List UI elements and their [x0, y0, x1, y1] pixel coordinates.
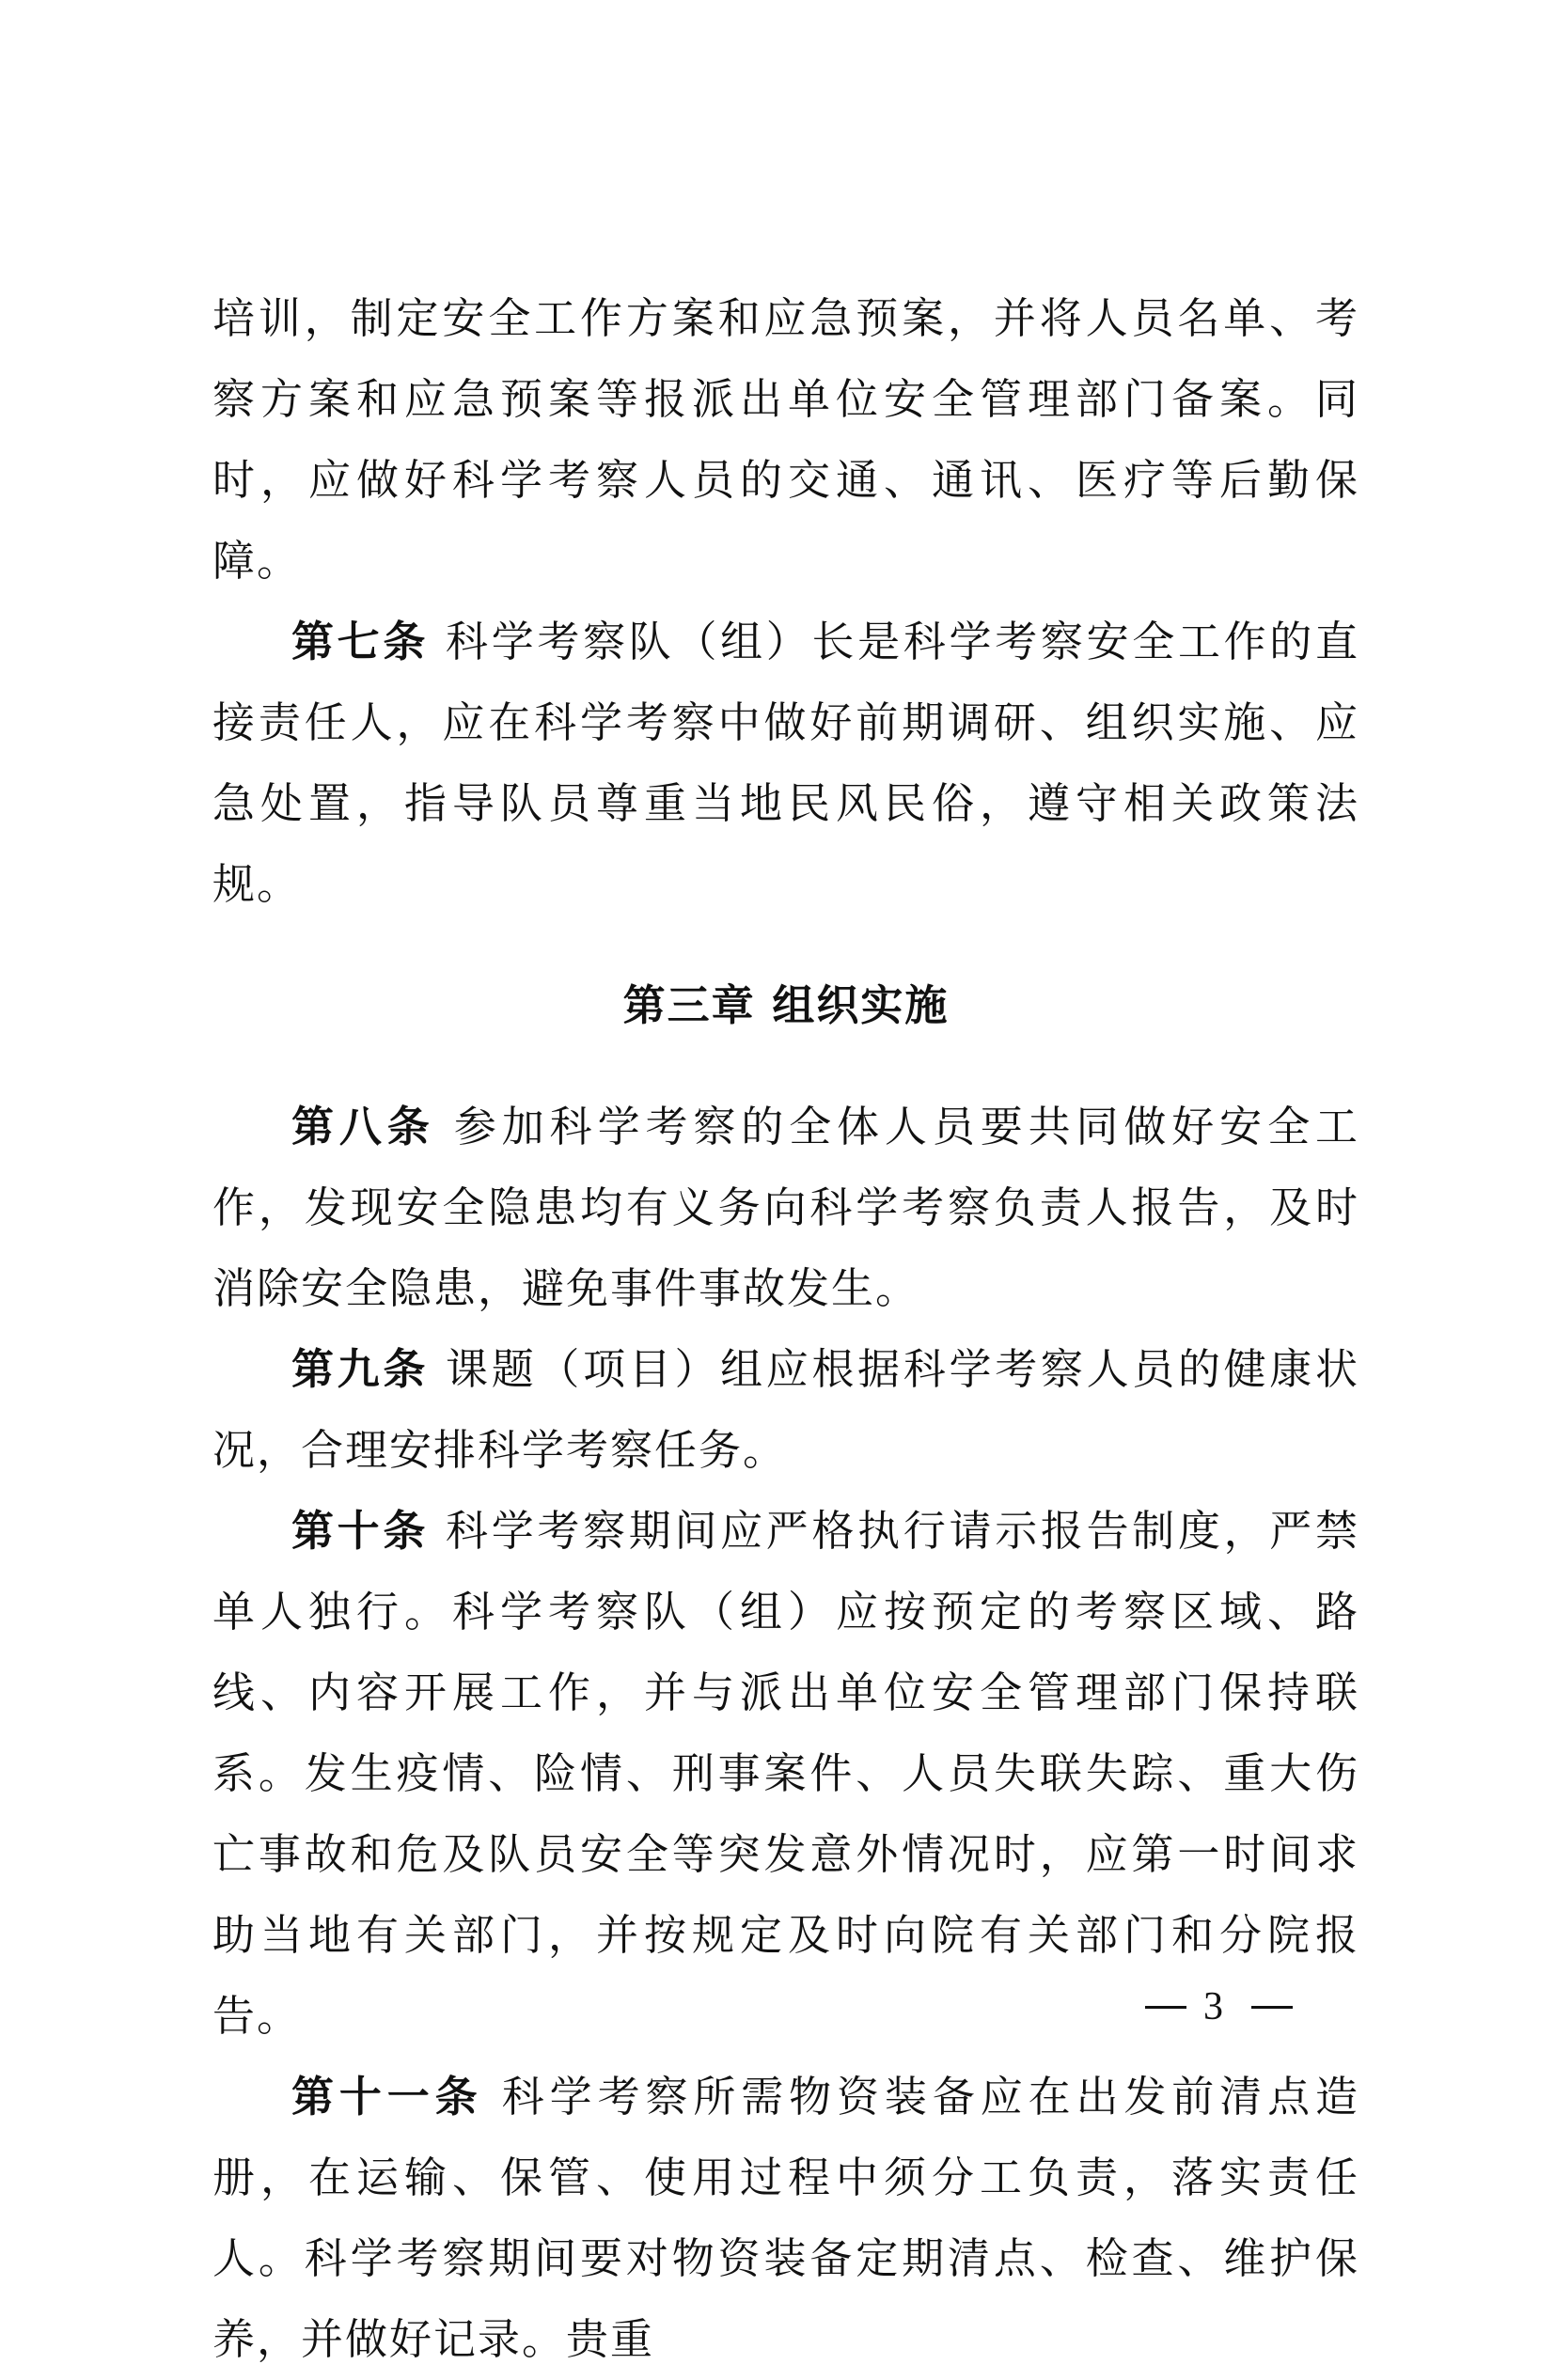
chapter-heading: 第三章 组织实施	[622, 980, 950, 1030]
article-10	[212, 1491, 1359, 2057]
article-7	[212, 602, 1359, 925]
article-10-label: 第十条	[291, 1506, 430, 1556]
paragraph-continued: 培训，制定安全工作方案和应急预案，并将人员名单、考察方案和应急预案等报派出单位安全管理部门备案。同时，应做好科学考察人员的交通、通讯、医疗等后勤保障。	[212, 293, 1359, 586]
article-8	[212, 1087, 1359, 1329]
article-9	[212, 1329, 1359, 1491]
article-11-label: 第十一条	[291, 2072, 483, 2122]
article-11-text: 科学考察所需物资装备应在出发前清点造册，在运输、保管、使用过程中须分工负责，落实责任人。科学考察期间要对物资装备定期清点、检查、维护保养，并做好记录。贵重	[212, 2072, 1359, 2364]
article-11	[212, 2057, 1359, 2380]
article-10-text: 科学考察期间应严格执行请示报告制度，严禁单人独行。科学考察队（组）应按预定的考察区域、路线、内容开展工作，并与派出单位安全管理部门保持联系。发生疫情、险情、刑事案件、人员失联失踪、重大伤亡事故和危及队员安全等突发意外情况时，应第一时间求助当地有关部门，并按规定及时向院有关部门和分院报告。	[212, 1506, 1359, 2041]
article-7-label: 第七条	[291, 617, 430, 666]
page-number: 3	[1203, 1985, 1223, 2028]
footer-dash-left	[1145, 2006, 1186, 2009]
article-8-text: 参加科学考察的全体人员要共同做好安全工作，发现安全隐患均有义务向科学考察负责人报告，及时消除安全隐患，避免事件事故发生。	[212, 1102, 1359, 1313]
article-9-text: 课题（项目）组应根据科学考察人员的健康状况，合理安排科学考察任务。	[212, 1344, 1359, 1475]
footer-dash-right	[1251, 2006, 1293, 2009]
document-body	[212, 278, 1359, 2380]
article-8-label: 第八条	[291, 1102, 435, 1151]
article-9-label: 第九条	[291, 1344, 430, 1394]
page-footer	[1145, 1979, 1305, 2035]
article-7-text: 科学考察队（组）长是科学考察安全工作的直接责任人，应在科学考察中做好前期调研、组织实施、应急处置，指导队员尊重当地民风民俗，遵守相关政策法规。	[212, 617, 1359, 909]
